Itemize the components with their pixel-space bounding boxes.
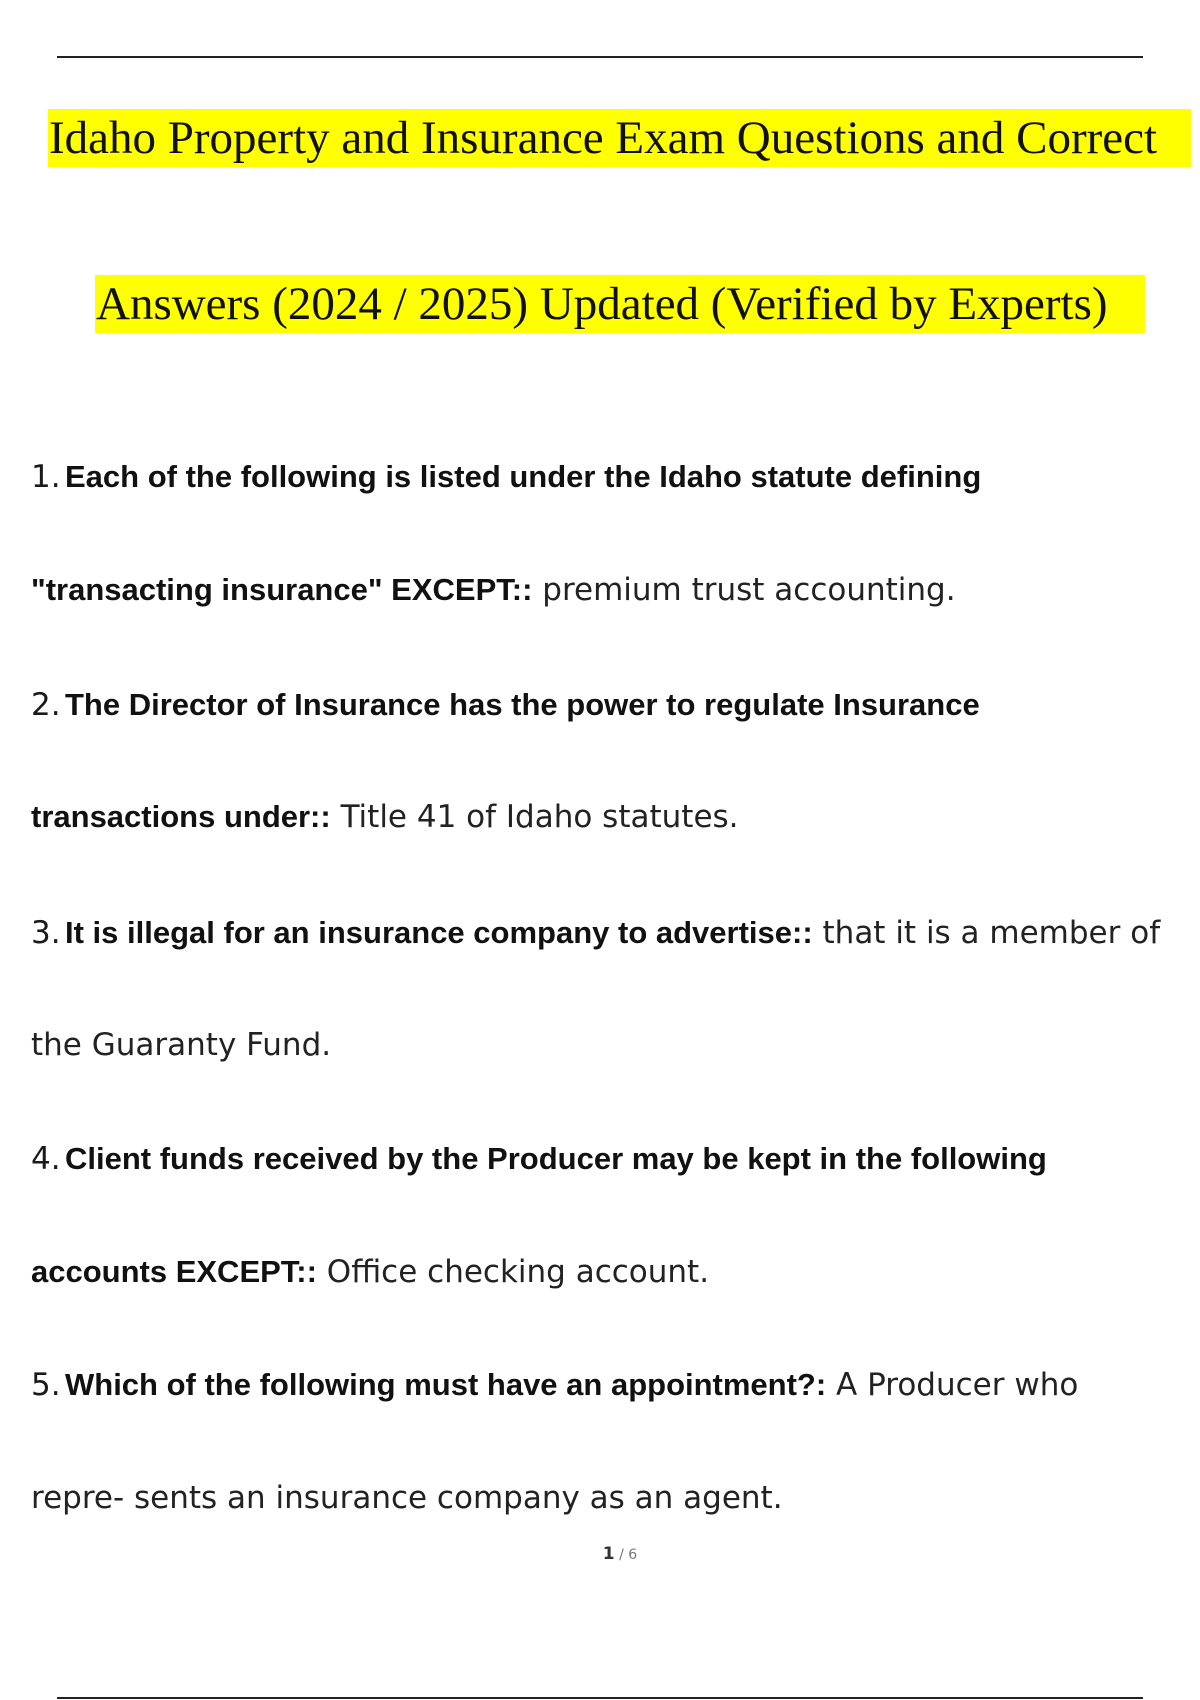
question-text: Client funds received by the Producer may be kept in the following	[65, 1141, 1047, 1176]
question-4-line-1	[31, 1139, 1047, 1179]
question-3-line-1	[31, 913, 1160, 953]
question-5-line-2	[31, 1478, 783, 1518]
current-page-number: 1	[602, 1544, 615, 1564]
question-1-line-2	[31, 570, 956, 610]
question-text: transactions under::	[31, 799, 331, 834]
question-number: 1.	[31, 459, 61, 495]
answer-text: that it is a member of	[812, 915, 1161, 951]
top-divider	[57, 56, 1143, 58]
document-title-line-2: Answers (2024 / 2025) Updated (Verified by Experts)	[95, 275, 1145, 333]
answer-text: Office checking account.	[316, 1254, 710, 1290]
answer-text: the Guaranty Fund.	[31, 1027, 332, 1063]
page-separator: /	[614, 1547, 629, 1563]
question-number: 5.	[31, 1367, 61, 1403]
question-3-line-2	[31, 1025, 331, 1065]
answer-text: Title 41 of Idaho statutes.	[330, 799, 739, 835]
question-number: 2.	[31, 687, 61, 723]
question-4-line-2	[31, 1252, 709, 1292]
question-text: The Director of Insurance has the power to regulate Insurance	[65, 687, 980, 722]
answer-text: premium trust accounting.	[532, 572, 956, 608]
question-5-line-1	[31, 1365, 1078, 1405]
question-number: 4.	[31, 1141, 61, 1177]
total-page-count: 6	[628, 1547, 638, 1563]
question-text: "transacting insurance" EXCEPT::	[31, 572, 533, 607]
question-2-line-2	[31, 797, 739, 837]
question-number: 3.	[31, 915, 61, 951]
page-indicator	[0, 1544, 1200, 1564]
question-text: It is illegal for an insurance company to advertise::	[65, 915, 813, 950]
question-text: Which of the following must have an appointment?:	[65, 1367, 827, 1402]
answer-text: repre- sents an insurance company as an agent.	[31, 1480, 783, 1516]
document-title-line-1: Idaho Property and Insurance Exam Questions and Correct	[48, 109, 1191, 167]
question-2-line-1	[31, 685, 980, 725]
answer-text: A Producer who	[826, 1367, 1079, 1403]
question-text: accounts EXCEPT::	[31, 1254, 317, 1289]
question-text: Each of the following is listed under the Idaho statute defining	[65, 459, 982, 494]
bottom-divider	[57, 1697, 1143, 1699]
question-1-line-1	[31, 457, 981, 497]
